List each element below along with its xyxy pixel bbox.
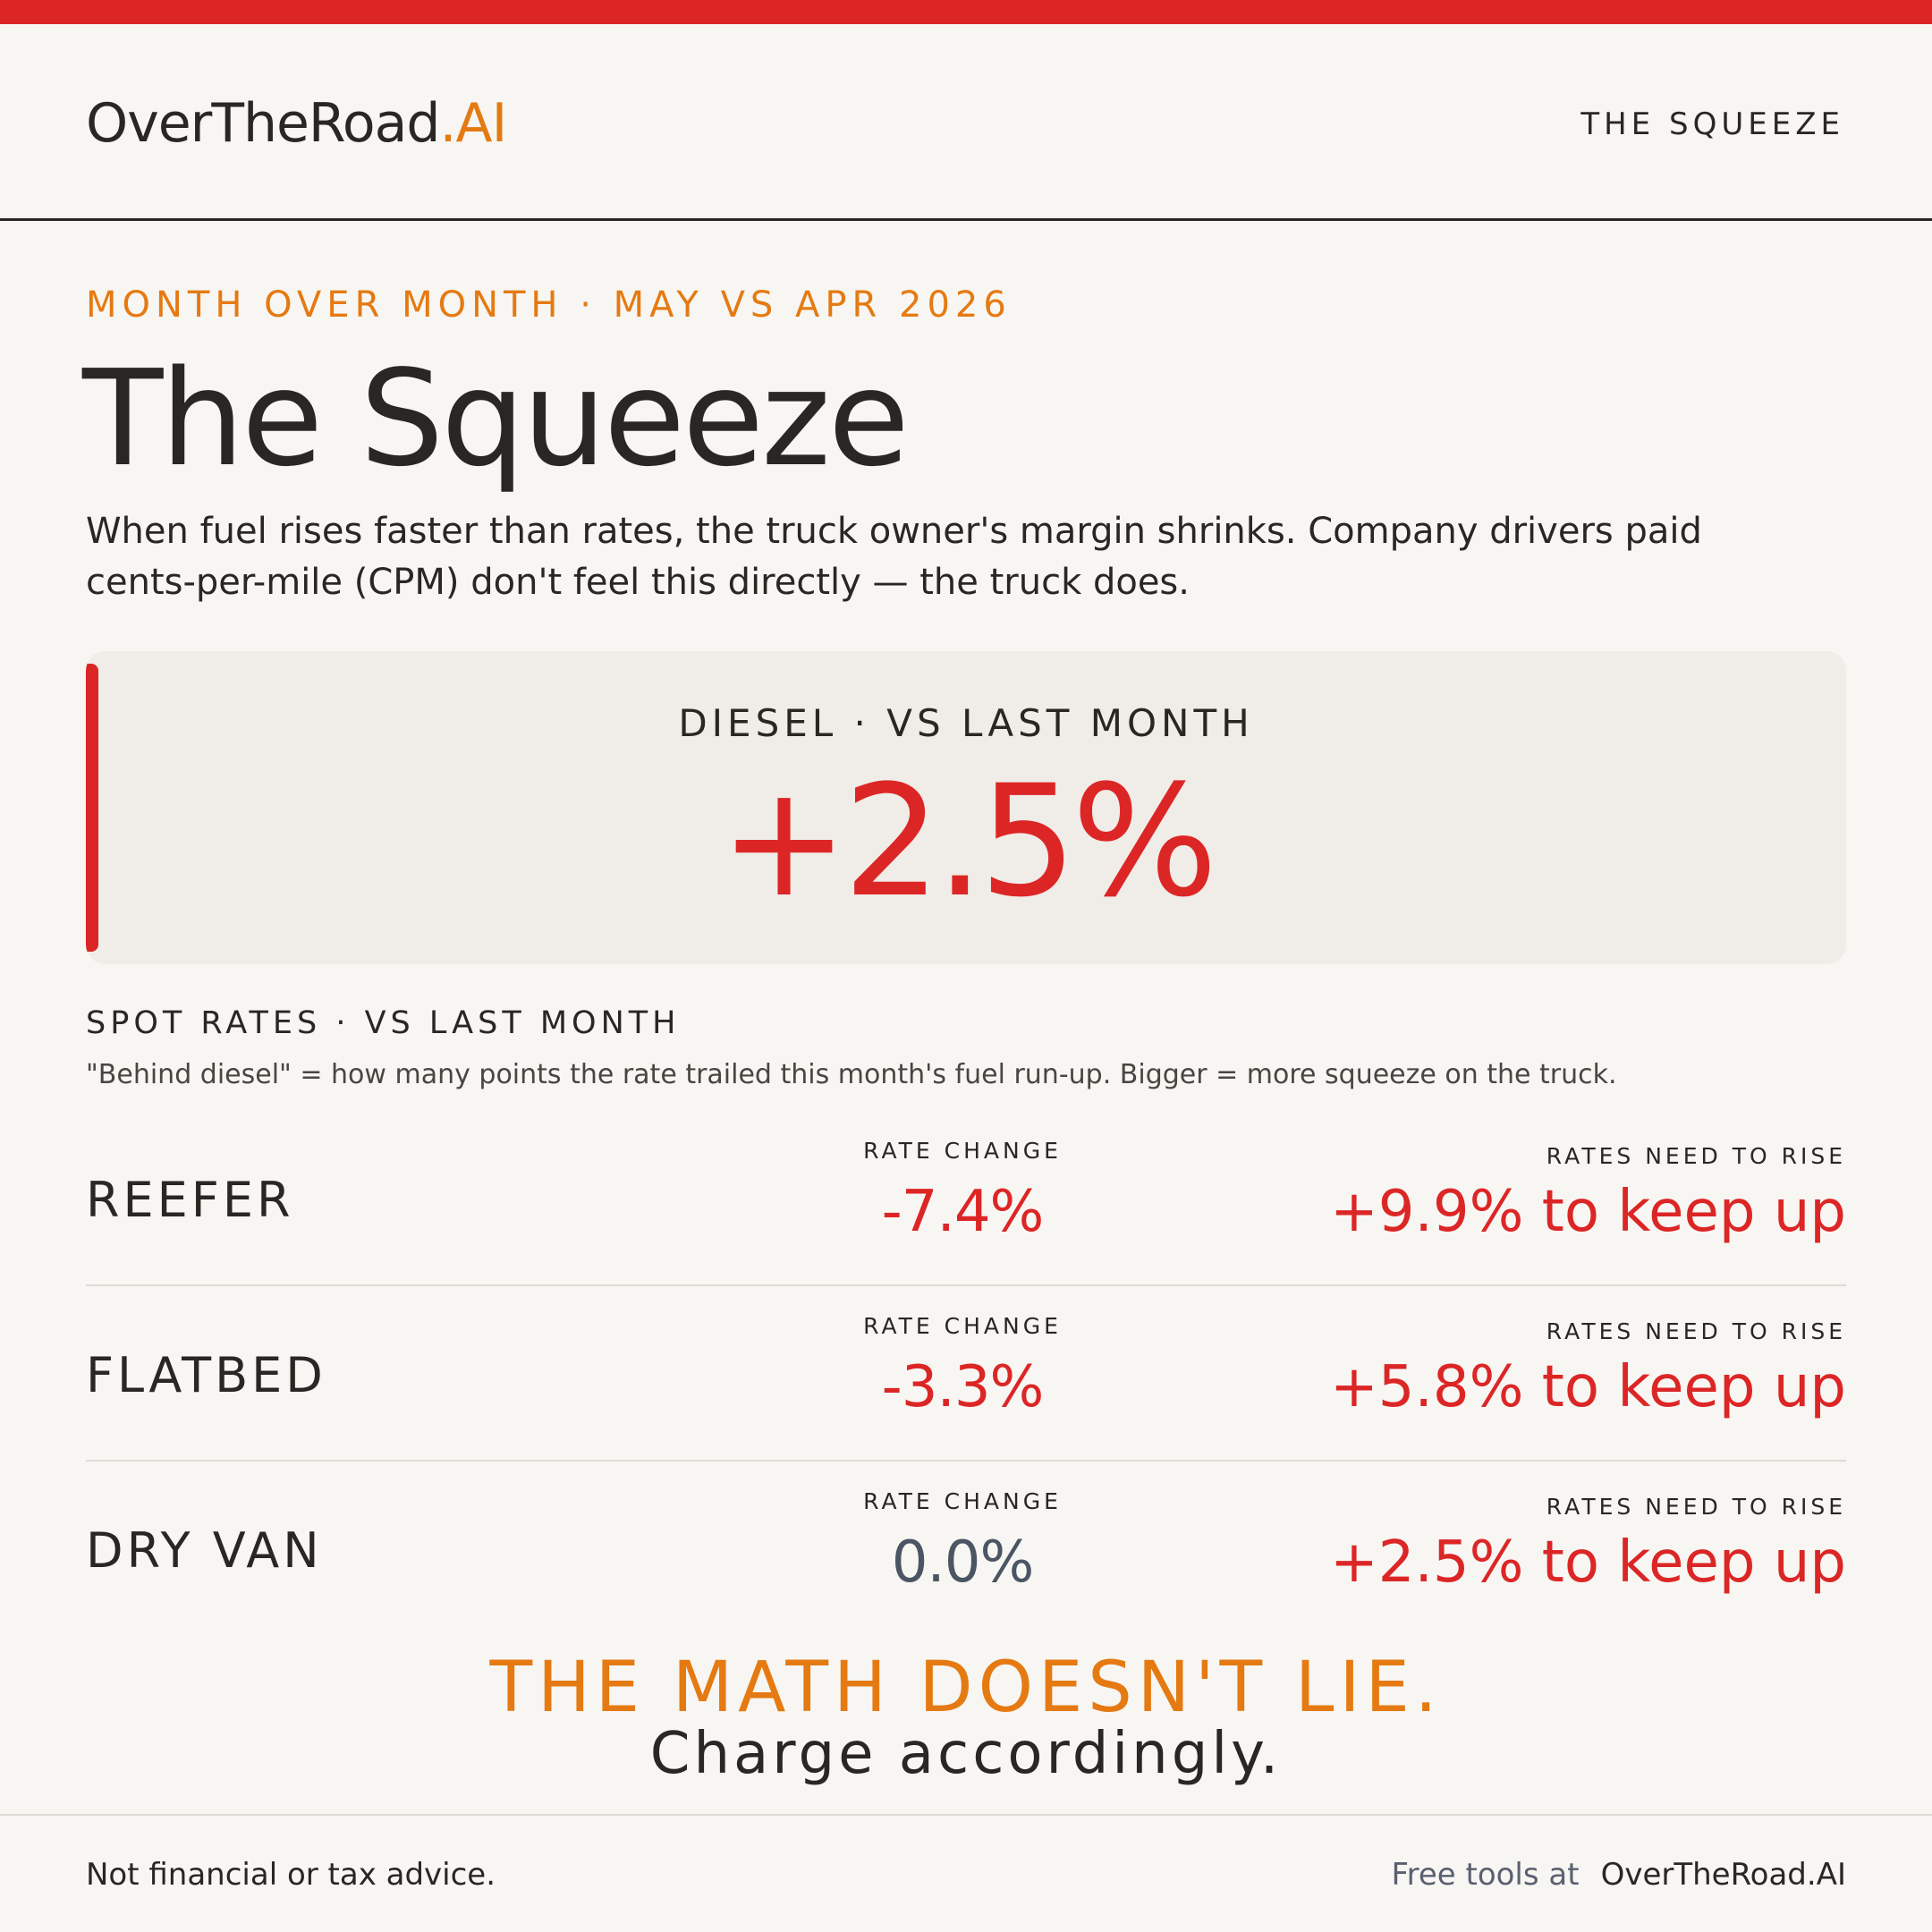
cta-subline: Charge accordingly.	[649, 1721, 1283, 1787]
rates-need-value: +2.5% to keep up	[1330, 1530, 1846, 1596]
rates-need-label: RATES NEED TO RISE	[1546, 1318, 1846, 1344]
rate-change-label: RATE CHANGE	[863, 1313, 1062, 1339]
spot-rates-note: "Behind diesel" = how many points the rate trailed this month's fuel run-up. Bigger = more squeeze on the truck.	[86, 1059, 1617, 1090]
rates-need-label: RATES NEED TO RISE	[1546, 1143, 1846, 1169]
cta-headline: THE MATH DOESN'T LIE.	[489, 1648, 1443, 1728]
rates-need-value: +5.8% to keep up	[1330, 1354, 1846, 1420]
diesel-value: +2.5%	[719, 751, 1213, 931]
rate-change-label: RATE CHANGE	[863, 1138, 1062, 1164]
rate-change-label: RATE CHANGE	[863, 1488, 1062, 1514]
rate-change-value: -3.3%	[881, 1354, 1044, 1420]
footer-tools	[1392, 1857, 1846, 1893]
diesel-label: DIESEL · VS LAST MONTH	[678, 701, 1254, 745]
top-accent-bar	[0, 0, 1932, 24]
footer-tools-prefix: Free tools at	[1391, 1857, 1580, 1893]
page-subtitle: When fuel rises faster than rates, the truck owner's margin shrinks. Company drivers paid cents-per-mile (CPM) don't feel this directly — the truck does.	[86, 511, 1702, 603]
footer	[0, 1814, 1932, 1932]
disclaimer: Not financial or tax advice.	[86, 1857, 496, 1893]
brand-suffix: .AI	[439, 92, 507, 155]
spot-rates-title: SPOT RATES · VS LAST MONTH	[86, 1005, 681, 1041]
rates-need-label: RATES NEED TO RISE	[1546, 1494, 1846, 1520]
eyebrow: MONTH OVER MONTH · MAY VS APR 2026	[86, 284, 1012, 326]
rate-row-dry-van	[86, 1462, 1846, 1637]
equipment-name: REEFER	[86, 1172, 294, 1228]
page-title: The Squeeze	[82, 342, 907, 496]
footer-site-link[interactable]: OverTheRoad.AI	[1600, 1857, 1846, 1893]
rate-change-value: 0.0%	[891, 1530, 1034, 1596]
equipment-name: FLATBED	[86, 1347, 326, 1403]
spot-rates-list	[86, 1111, 1846, 1637]
rate-change-value: -7.4%	[881, 1179, 1044, 1245]
rate-row-flatbed	[86, 1286, 1846, 1462]
header-tag: THE SQUEEZE	[1580, 106, 1844, 142]
rate-row-reefer	[86, 1111, 1846, 1286]
equipment-name: DRY VAN	[86, 1522, 323, 1579]
header	[0, 24, 1932, 221]
brand-logo[interactable]	[86, 92, 506, 155]
diesel-card	[86, 651, 1846, 964]
brand-name: OverTheRoad	[86, 92, 440, 155]
rates-need-value: +9.9% to keep up	[1330, 1179, 1846, 1245]
